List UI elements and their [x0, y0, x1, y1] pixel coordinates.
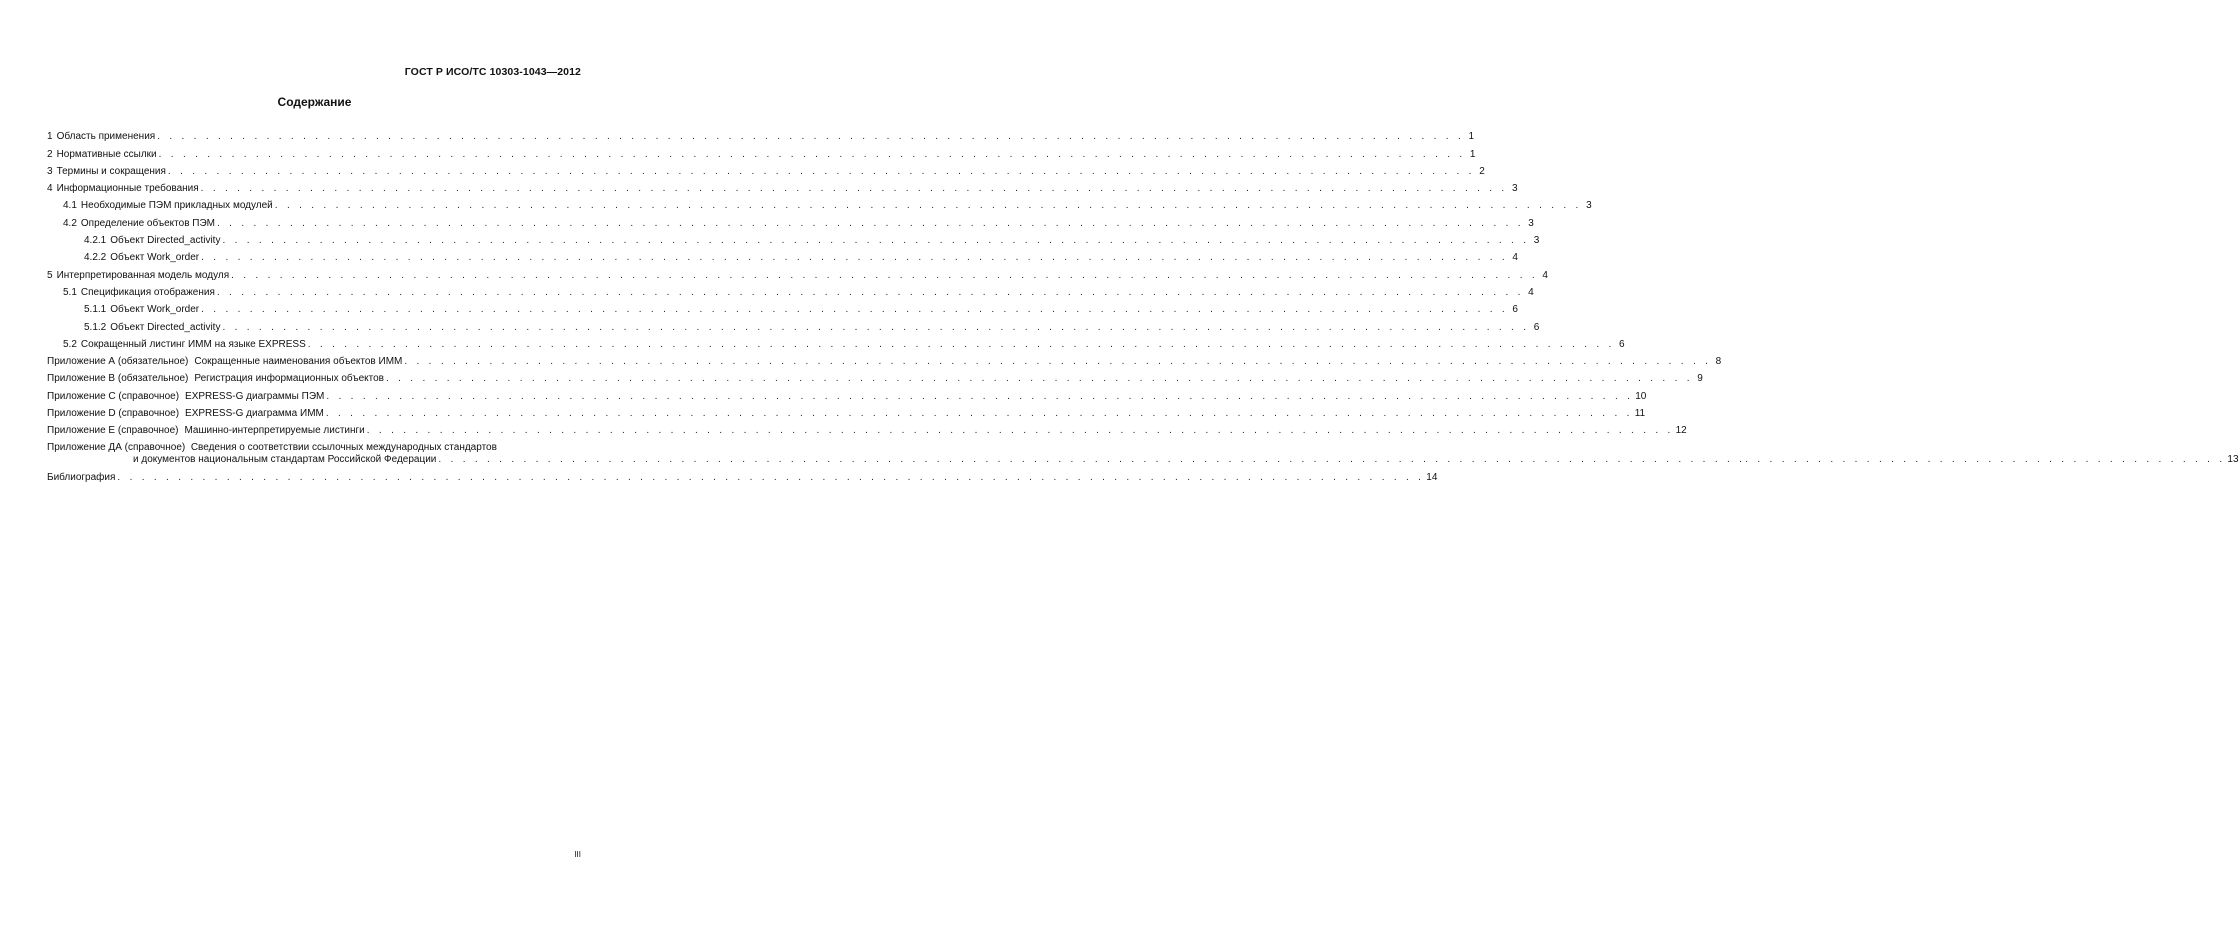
toc-leader-dots — [222, 235, 1529, 247]
toc-entry[interactable] — [47, 212, 1534, 229]
toc-leader-dots — [168, 166, 1475, 178]
toc-entry-text: Информационные требования — [56, 183, 199, 195]
toc-entry-text: Термины и сокращения — [56, 165, 166, 177]
toc-entry-text-continued: и документов национальным стандартам Российской Федерации — [133, 454, 437, 466]
toc-entry[interactable] — [47, 143, 1476, 160]
toc-entry-number: 2 — [47, 148, 53, 160]
toc-leader-dots — [308, 339, 1615, 351]
toc-entry-page: 12 — [1675, 425, 1687, 437]
toc-leader-dots — [117, 472, 1424, 484]
toc-leader-dots — [386, 373, 1693, 385]
toc-entry-number: Приложение А (обязательное) — [47, 356, 189, 368]
toc-entry[interactable] — [47, 264, 1548, 281]
toc-entry-page: 6 — [1619, 338, 1625, 350]
toc-leader-dots: . . . . . . . . . . . . . . . . . . . . . . . . . . . . . . . . . . . . . . . . . . . — [438, 454, 2225, 466]
toc-entry[interactable] — [47, 385, 1647, 402]
toc-entry[interactable] — [47, 178, 1518, 195]
toc-entry-page: 3 — [1533, 235, 1540, 247]
toc-entry[interactable] — [47, 126, 1475, 143]
table-of-contents — [47, 126, 2239, 484]
toc-entry[interactable] — [47, 420, 1687, 437]
toc-leader-dots — [201, 252, 1508, 264]
toc-entry-text: EXPRESS-G диаграмма ИММ — [185, 408, 324, 420]
toc-entry-page: 1 — [1468, 131, 1475, 143]
toc-leader-dots — [404, 356, 1711, 368]
toc-entry-number: 4 — [47, 183, 53, 195]
toc-entry-bibliography[interactable] — [47, 466, 1438, 483]
toc-entry[interactable] — [47, 247, 1518, 264]
toc-entry-page: 6 — [1533, 321, 1540, 333]
toc-entry-page: 10 — [1635, 390, 1647, 402]
toc-entry-number: 5.2 — [63, 338, 77, 350]
toc-entry-page: 3 — [1528, 217, 1534, 229]
toc-leader-dots — [231, 270, 1538, 282]
toc-entry[interactable] — [47, 282, 1534, 299]
toc-entry-number: 4.1 — [63, 200, 77, 212]
toc-leader-dots — [201, 304, 1508, 316]
toc-leader-dots — [157, 131, 1464, 143]
toc-entry-text: Объект Directed_activity — [110, 321, 221, 333]
toc-leader-dots — [326, 391, 1633, 403]
toc-entry[interactable] — [47, 161, 1485, 178]
toc-entry-number: Приложение В (обязательное) — [47, 373, 189, 385]
toc-entry-text: Определение объектов ПЭМ — [80, 217, 215, 229]
toc-entry-page: 8 — [1715, 356, 1722, 368]
toc-entry-text: EXPRESS-G диаграммы ПЭМ — [185, 390, 325, 402]
toc-entry-number: 4.2.1 — [84, 235, 107, 247]
toc-entry-number: 5.1.1 — [84, 304, 107, 316]
toc-leader-dots — [159, 149, 1466, 161]
toc-leader-dots — [222, 322, 1529, 334]
toc-entry-number: 5.1 — [63, 286, 77, 298]
toc-entry-text: Нормативные ссылки — [56, 148, 157, 160]
toc-entry-text: Библиография — [47, 471, 116, 483]
toc-entry[interactable] — [47, 316, 1540, 333]
toc-entry-text: Спецификация отображения — [80, 286, 215, 298]
toc-entry[interactable] — [47, 195, 1592, 212]
toc-entry-text: Объект Directed_activity — [110, 235, 221, 247]
toc-entry[interactable] — [47, 403, 1646, 420]
toc-entry-number: Приложение D (справочное) — [47, 408, 180, 420]
toc-entry-page: 1 — [1469, 148, 1476, 160]
toc-entry[interactable] — [47, 230, 1540, 247]
toc-entry-text: Сведения о соответствии ссылочных международных стандартов — [190, 442, 497, 454]
toc-entry-number: Приложение С (справочное) — [47, 390, 180, 402]
toc-entry[interactable] — [47, 368, 1703, 385]
toc-entry-page: 3 — [1586, 200, 1592, 212]
toc-entry-text: Объект Work_order — [110, 304, 200, 316]
toc-leader-dots — [217, 218, 1524, 230]
toc-entry-page: 4 — [1528, 286, 1534, 298]
toc-title: Содержание — [277, 95, 352, 109]
toc-entry[interactable] — [47, 351, 1722, 368]
toc-entry-text: Объект Work_order — [110, 252, 200, 264]
toc-entry-number: Приложение Е (справочное) — [47, 425, 179, 437]
toc-entry-number: Приложение ДА (справочное) — [47, 442, 186, 454]
toc-entry-text: Машинно-интерпретируемые листинги — [184, 425, 365, 437]
toc-entry-page: 6 — [1512, 304, 1518, 316]
toc-entry[interactable] — [47, 334, 1625, 351]
toc-entry-page: 2 — [1479, 165, 1485, 177]
toc-leader-dots — [367, 425, 1674, 437]
toc-entry-text: Интерпретированная модель модуля — [56, 269, 230, 281]
toc-entry[interactable] — [47, 299, 1518, 316]
toc-entry-page: 4 — [1542, 269, 1548, 281]
toc-entry-number: 1 — [47, 131, 53, 143]
toc-entry-page: 4 — [1512, 252, 1518, 264]
toc-entry-text: Необходимые ПЭМ прикладных модулей — [80, 200, 273, 212]
toc-entry-text: Сокращенные наименования объектов ИММ — [194, 356, 403, 368]
toc-entry-text: Регистрация информационных объектов — [194, 373, 384, 385]
toc-entry-page: 3 — [1511, 183, 1518, 195]
toc-entry-page: 9 — [1697, 373, 1703, 385]
page-number: III — [574, 850, 581, 859]
toc-entry-page: 13 — [2227, 454, 2239, 466]
toc-entry-page: 14 — [1426, 471, 1438, 483]
toc-entry-number: 4.2.2 — [84, 252, 107, 264]
toc-leader-dots — [275, 200, 1582, 212]
toc-entry-text: Область применения — [56, 131, 156, 143]
toc-entry-number: 5 — [47, 269, 53, 281]
toc-entry-text: Сокращенный листинг ИММ на языке EXPRESS — [80, 338, 306, 350]
toc-entry-number: 5.1.2 — [84, 321, 107, 333]
toc-entry-page: 11 — [1634, 408, 1646, 420]
toc-leader-dots — [217, 287, 1524, 299]
document-code: ГОСТ Р ИСО/ТС 10303-1043—2012 — [404, 66, 581, 78]
toc-leader-dots — [326, 408, 1633, 420]
toc-entry-number: 3 — [47, 165, 53, 177]
toc-entry-number: 4.2 — [63, 217, 77, 229]
toc-entry-appendix-da[interactable] — [47, 437, 2239, 466]
toc-leader-dots — [201, 183, 1508, 195]
